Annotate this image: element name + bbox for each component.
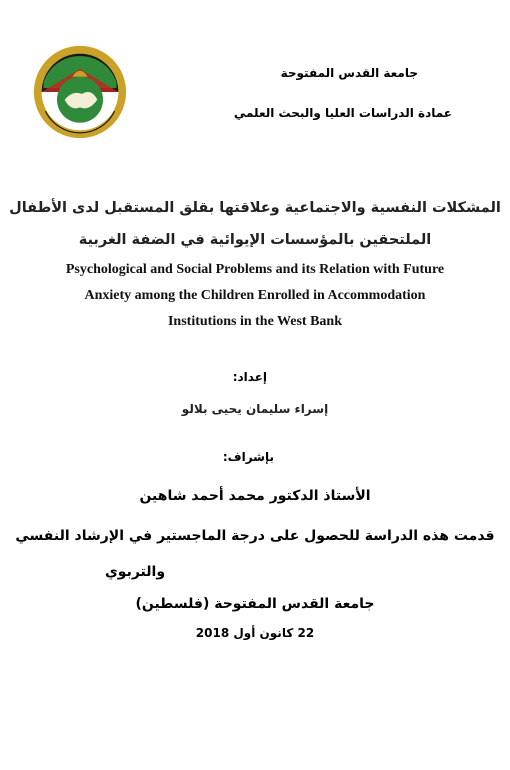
english-title-line-1: Psychological and Social Problems and its Relation with Future — [65, 262, 445, 277]
prepared-by-label: إعداد: — [232, 370, 267, 384]
degree-statement-line-1: قدمت هذه الدراسة للحصول على درجة الماجستير في الإرشاد النفسي — [15, 528, 495, 544]
university-name: جامعة القدس المفتوحة — [280, 66, 418, 80]
student-name: إسراء سليمان يحيى بلالو — [181, 402, 329, 416]
degree-statement-line-2 — [0, 564, 510, 580]
arabic-title-line-2: الملتحقين بالمؤسسات الإيوائية في الضفة الغربية — [78, 232, 432, 248]
arabic-title-line-1: المشكلات النفسية والاجتماعية وعلاقتها بقلق المستقبل لدى الأطفال — [9, 200, 501, 216]
english-title-line-3: Institutions in the West Bank — [167, 314, 342, 329]
supervisor-name: الأستاذ الدكتور محمد أحمد شاهين — [139, 488, 371, 504]
university-logo — [32, 44, 128, 140]
institution-name: جامعة القدس المفتوحة (فلسطين) — [135, 596, 375, 612]
deanship-name: عمادة الدراسات العليا والبحث العلمي — [233, 106, 452, 120]
submission-date: 22 كانون أول 2018 — [195, 626, 315, 640]
english-title-line-2: Anxiety among the Children Enrolled in Accommodation — [84, 288, 426, 303]
supervised-by-label: بإشراف: — [222, 450, 274, 464]
degree-statement-line-2-text: والتربوي — [104, 564, 166, 580]
